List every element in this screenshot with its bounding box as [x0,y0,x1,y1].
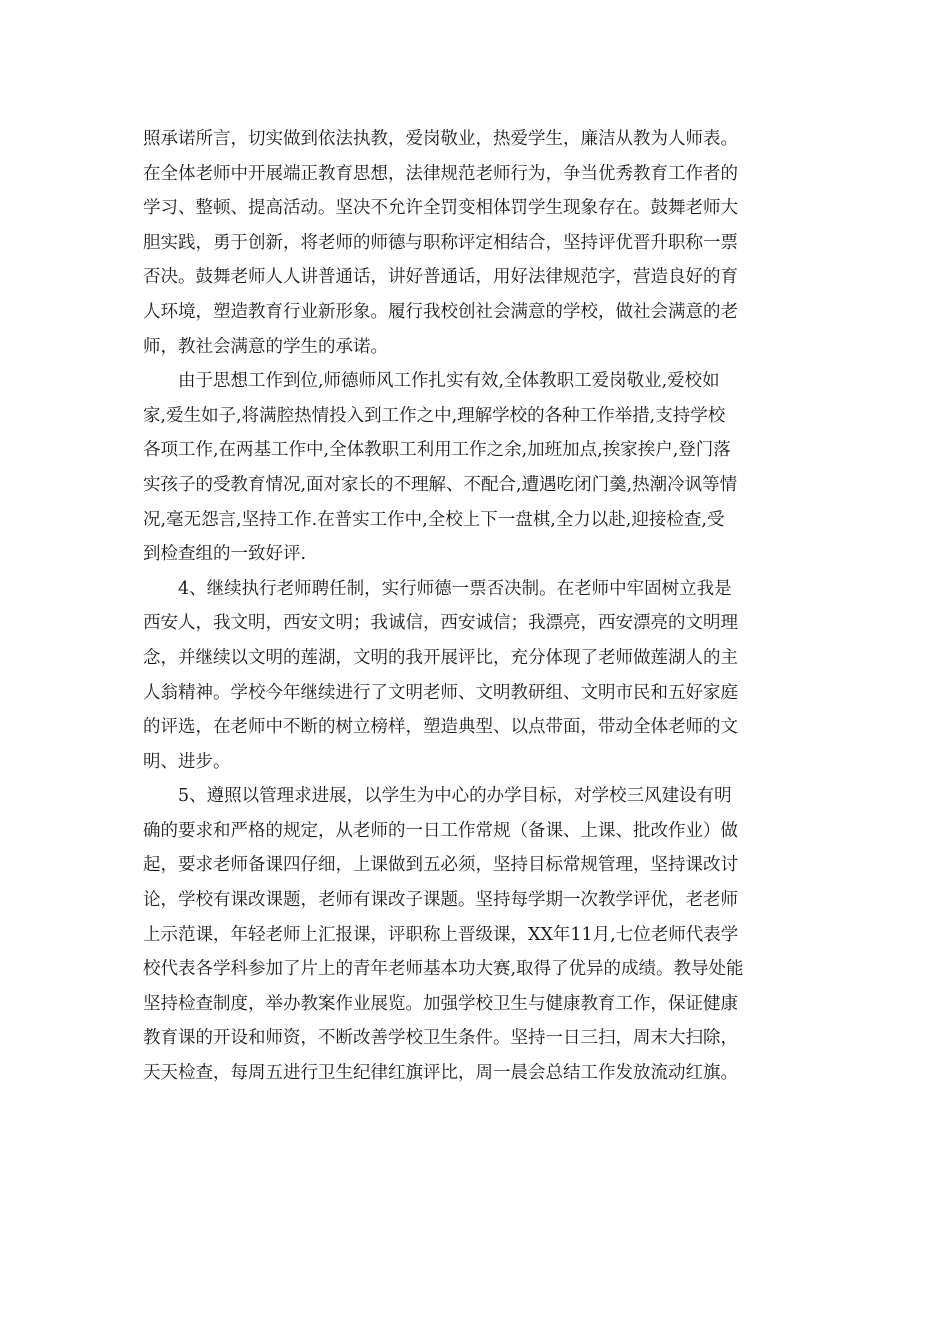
text-line: 4、继续执行老师聘任制，实行师德一票否决制。在老师中牢固树立我是 [178,578,732,599]
text-line: 人环境，塑造教育行业新形象。履行我校创社会满意的学校，做社会满意的老 [143,301,738,322]
text-line: 各项工作,在两基工作中,全体教职工利用工作之余,加班加点,挨家挨户,登门落 [143,440,731,461]
text-line: 校代表各学科参加了片上的青年老师基本功大赛,取得了优异的成绩。教导处能 [143,959,744,980]
text-line: 胆实践，勇于创新，将老师的师德与职称评定相结合，坚持评优晋升职称一票 [143,232,738,253]
text-line: 的评选，在老师中不断的树立榜样，塑造典型、以点带面，带动全体老师的文 [143,717,738,738]
text-line: 到检查组的一致好评. [143,544,307,565]
text-line: 由于思想工作到位,师德师风工作扎实有效,全体教职工爱岗敬业,爱校如 [178,371,720,392]
paragraph-4 [143,779,803,1090]
text-line: 论，学校有课改课题，老师有课改子课题。坚持每学期一次教学评优，老老师 [143,890,738,911]
text-line: 天天检查，每周五进行卫生纪律红旗评比，周一晨会总结工作发放流动红旗。 [143,1063,738,1084]
text-line: 西安人，我文明，西安文明；我诚信，西安诚信；我漂亮，西安漂亮的文明理 [143,613,738,634]
text-line: 师，教社会满意的学生的承诺。 [143,336,388,357]
text-line: 念，并继续以文明的莲湖，文明的我开展评比，充分体现了老师做莲湖人的主 [143,647,738,668]
text-line: 5、遵照以管理求进展，以学生为中心的办学目标，对学校三风建设有明 [178,786,732,807]
text-line: 照承诺所言，切实做到依法执教，爱岗敬业，热爱学生，廉洁从教为人师表。 [143,129,738,149]
text-line: 在全体老师中开展端正教育思想，法律规范老师行为，争当优秀教育工作者的 [143,163,738,184]
text-line: 况,毫无怨言,坚持工作.在普实工作中,全校上下一盘棋,全力以赴,迎接检查,受 [143,509,725,530]
paragraph-3 [143,572,803,780]
text-line: 起，要求老师备课四仔细，上课做到五必须，坚持目标常规管理，坚持课改讨 [143,855,738,876]
text-line: 实孩子的受教育情况,面对家长的不理解、不配合,遭遇吃闭门羹,热潮冷讽等情 [143,474,738,495]
text-line: 人翁精神。学校今年继续进行了文明老师、文明教研组、文明市民和五好家庭 [143,682,738,703]
text-line: 家,爱生如子,将满腔热情投入到工作之中,理解学校的各种工作举措,支持学校 [143,405,726,426]
text-line: 否决。鼓舞老师人人讲普通话，讲好普通话，用好法律规范字，营造良好的育 [143,267,738,288]
text-line: 教育课的开设和师资，不断改善学校卫生条件。坚持一日三扫，周末大扫除， [143,1028,738,1049]
text-line: 上示范课，年轻老师上汇报课，评职称上晋级课，XX年11月,七位老师代表学 [143,924,739,945]
paragraph-1 [143,122,803,364]
paragraph-2 [143,364,803,572]
text-line: 坚持检查制度，举办教案作业展览。加强学校卫生与健康教育工作，保证健康 [143,993,738,1014]
text-line: 学习、整顿、提高活动。坚决不允许全罚变相体罚学生现象存在。鼓舞老师大 [143,198,738,219]
text-line: 确的要求和严格的规定，从老师的一日工作常规（备课、上课、批改作业）做 [143,820,738,841]
document-body [143,122,803,1091]
text-line: 明、进步。 [143,751,231,772]
